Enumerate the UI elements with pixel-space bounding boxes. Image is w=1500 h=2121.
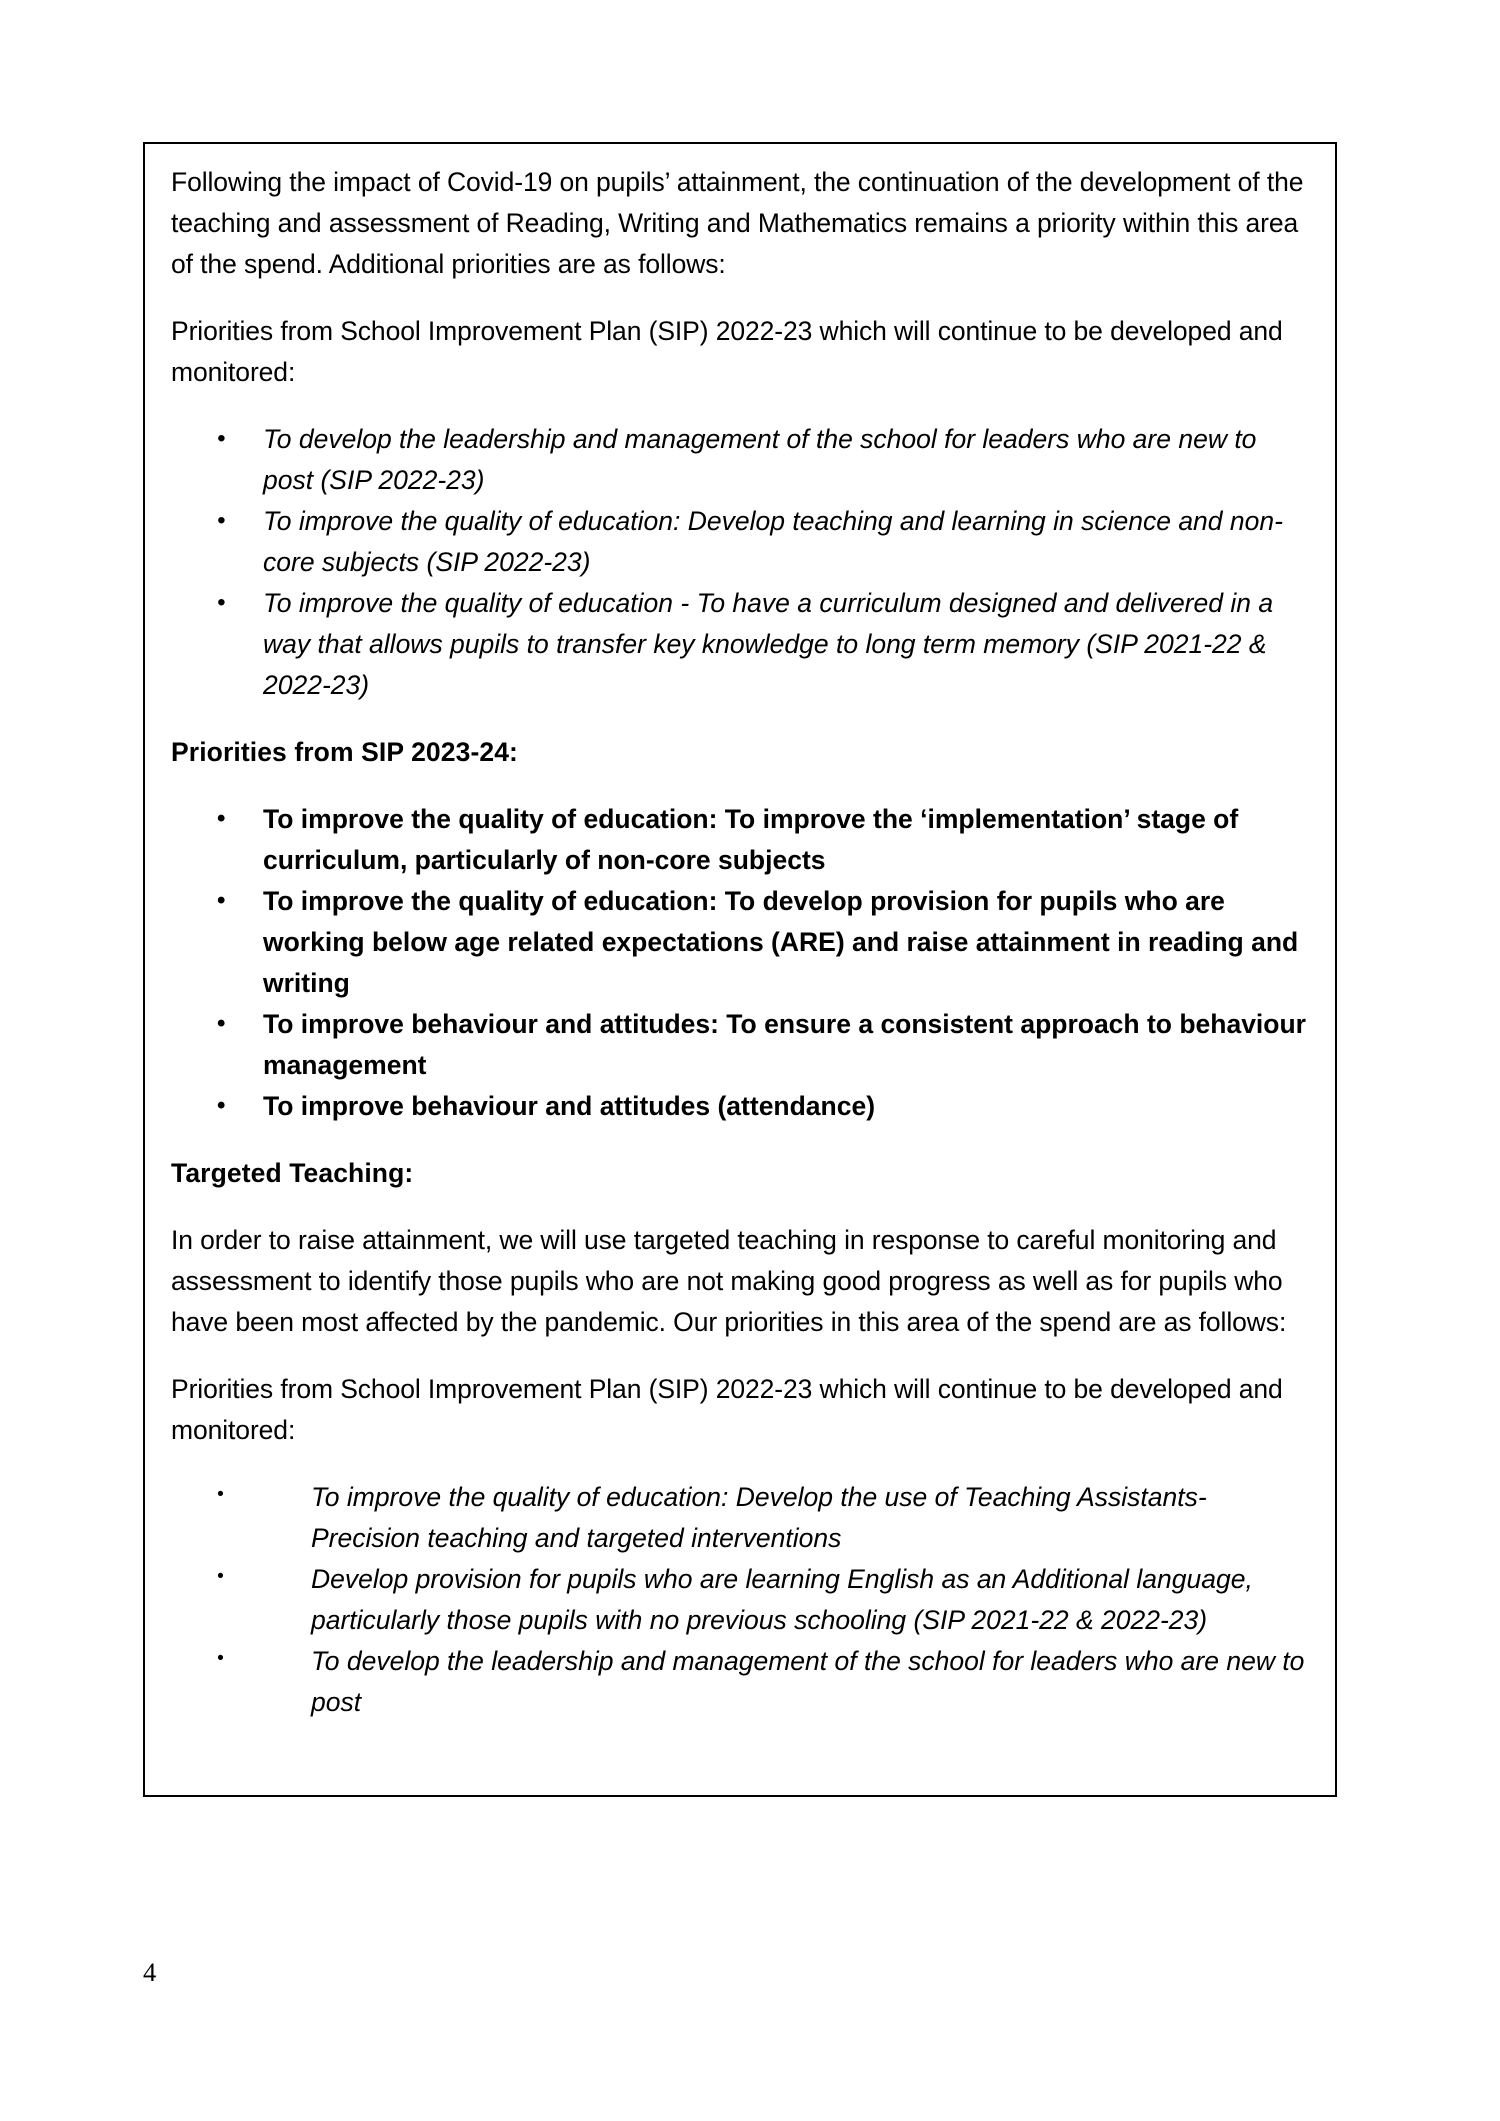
list-item: • To improve behaviour and attitudes: To ensure a consistent approach to behaviour management bbox=[171, 1004, 1309, 1086]
list-item: • To improve the quality of education: Develop teaching and learning in science and non-core subjects (SIP 2022-23) bbox=[171, 501, 1309, 583]
list-item: • To develop the leadership and management of the school for leaders who are new to post bbox=[171, 1641, 1309, 1723]
list-item: • Develop provision for pupils who are learning English as an Additional language, particularly those pupils with no previous schooling (SIP 2021-22 & 2022-23) bbox=[171, 1559, 1309, 1641]
list-item: • To improve the quality of education: To develop provision for pupils who are working below age related expectations (ARE) and raise attainment in reading and writing bbox=[171, 881, 1309, 1004]
targeted-teaching-sip-intro-paragraph: Priorities from School Improvement Plan (SIP) 2022-23 which will continue to be developed and monitored: bbox=[171, 1374, 1283, 1445]
list-item: • To improve the quality of education: To improve the ‘implementation’ stage of curriculum, particularly of non-core subjects bbox=[171, 799, 1309, 881]
page-number: 4 bbox=[143, 1957, 157, 1987]
targeted-teaching-heading: Targeted Teaching: bbox=[171, 1158, 414, 1188]
list-item: • To improve the quality of education: Develop the use of Teaching Assistants- Precision teaching and targeted interventions bbox=[171, 1477, 1309, 1559]
sip-2022-23-intro-paragraph: Priorities from School Improvement Plan (SIP) 2022-23 which will continue to be developed and monitored: bbox=[171, 316, 1283, 387]
sip-2022-23-priorities-list bbox=[171, 419, 1309, 706]
content-frame bbox=[143, 142, 1337, 1797]
intro-paragraph: Following the impact of Covid-19 on pupils’ attainment, the continuation of the development of the teaching and assessment of Reading, Writing and Mathematics remains a priority within this area of the spend. Additional priorities are as follows: bbox=[171, 167, 1304, 279]
sip-2023-24-priorities-list bbox=[171, 799, 1309, 1127]
list-item: • To improve the quality of education - To have a curriculum designed and delivered in a way that allows pupils to transfer key knowledge to long term memory (SIP 2021-22 & 2022-23) bbox=[171, 583, 1309, 706]
list-item: • To develop the leadership and management of the school for leaders who are new to post (SIP 2022-23) bbox=[171, 419, 1309, 501]
targeted-teaching-priorities-list bbox=[171, 1477, 1309, 1723]
sip-2023-24-heading: Priorities from SIP 2023-24: bbox=[171, 737, 518, 767]
targeted-teaching-paragraph: In order to raise attainment, we will use targeted teaching in response to careful monitoring and assessment to identify those pupils who are not making good progress as well as for pupils who have been most affected by the pandemic. Our priorities in this area of the spend are as follows: bbox=[171, 1225, 1287, 1337]
list-item: • To improve behaviour and attitudes (attendance) bbox=[171, 1086, 1309, 1127]
